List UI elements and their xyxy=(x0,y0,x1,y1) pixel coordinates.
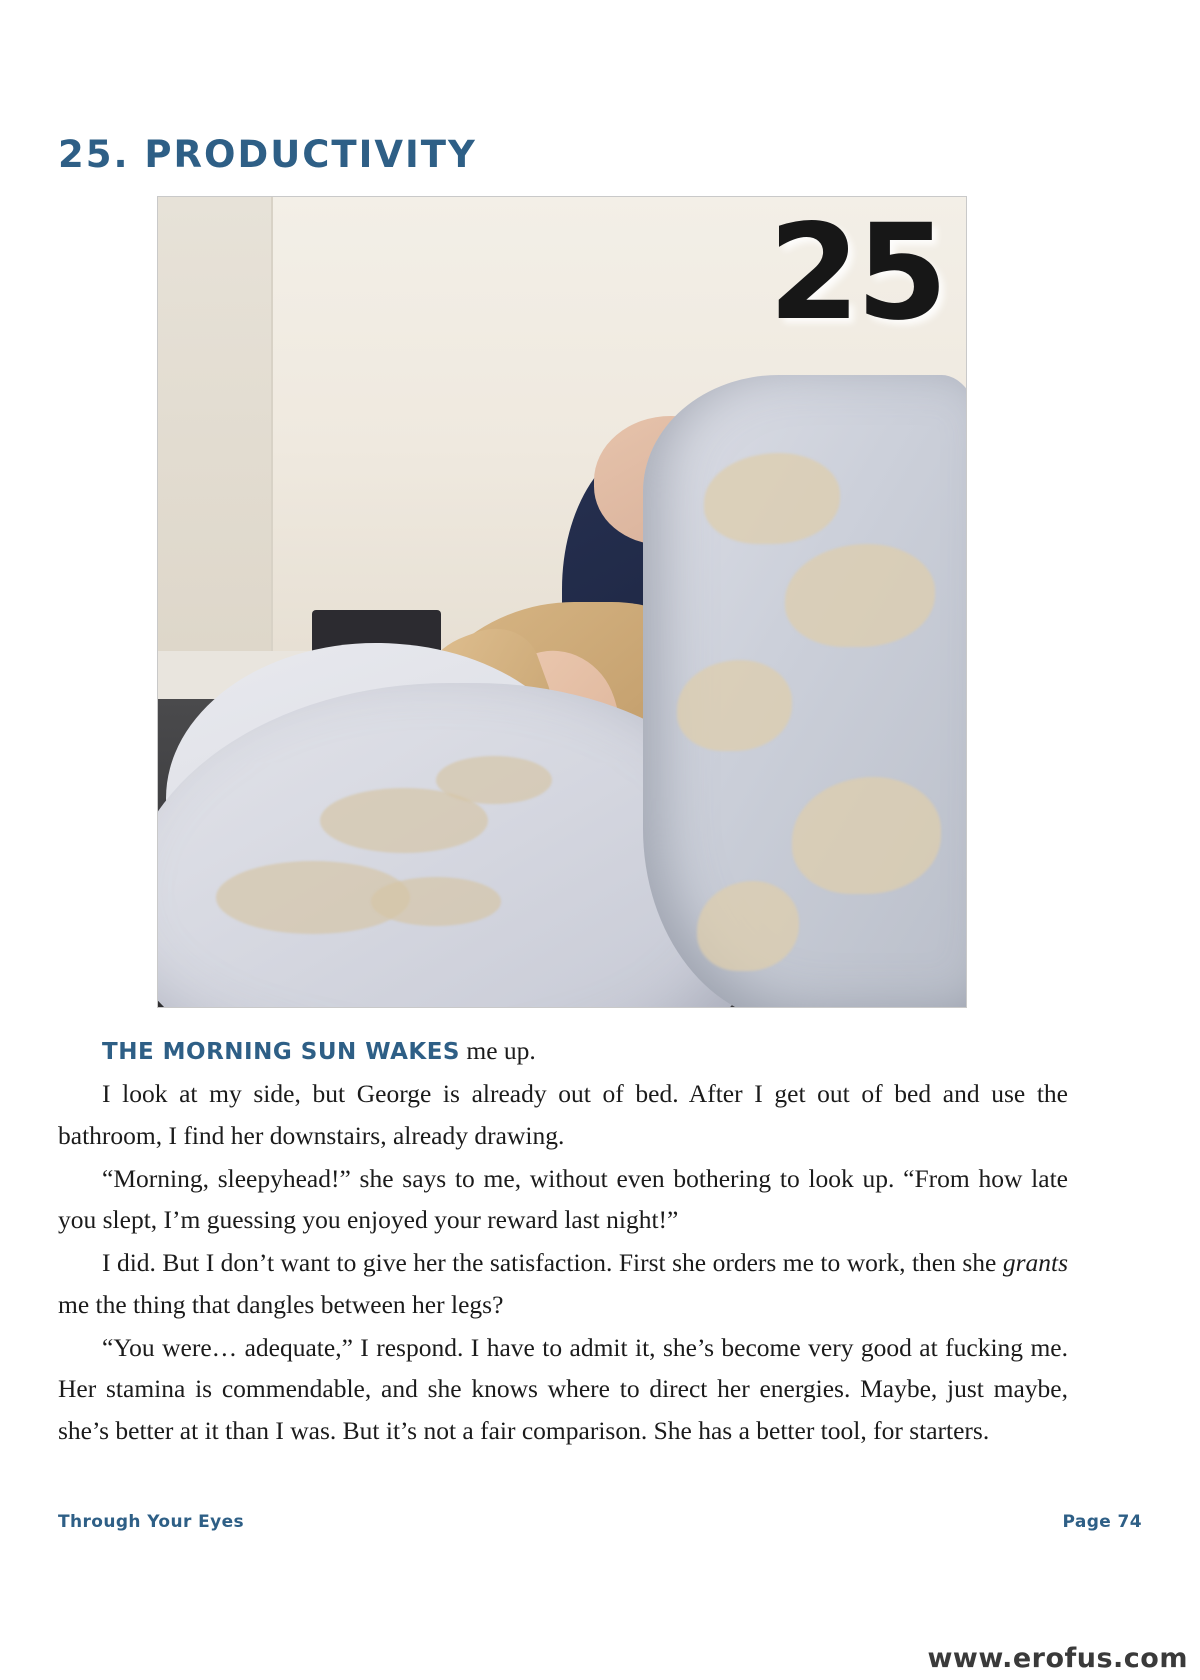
footer-book-title: Through Your Eyes xyxy=(58,1512,245,1532)
illustration-pillow-embroidery xyxy=(371,877,500,926)
paragraph-opening xyxy=(58,1030,1068,1071)
illustration-blanket-embroidery xyxy=(792,777,941,894)
illustration-blanket-embroidery xyxy=(785,544,934,648)
illustration-blanket-embroidery xyxy=(697,881,799,972)
chapter-illustration xyxy=(157,196,967,1008)
page-title: 25. PRODUCTIVITY xyxy=(58,133,477,176)
lead-in-text: THE MORNING SUN WAKES xyxy=(102,1039,460,1065)
footer-page-number: Page 74 xyxy=(1062,1512,1142,1532)
illustration-blanket-embroidery xyxy=(677,660,792,751)
paragraph: I look at my side, but George is already out of bed. After I get out of bed and use the bathroom, I find her downstairs, already drawing. xyxy=(58,1079,1068,1150)
paragraph: “You were… adequate,” I respond. I have to admit it, she’s become very good at fucking me. Her stamina is commendable, and she knows where to direct her energies. Maybe, just maybe, she’s better at it than I was. But it’s not a fair comparison. She has a better tool, for starters. xyxy=(58,1333,1068,1445)
site-watermark: www.erofus.com xyxy=(927,1643,1188,1674)
chapter-number-badge: 25 xyxy=(768,196,944,350)
illustration-pillow-embroidery xyxy=(436,756,552,805)
paragraph-text: me up. xyxy=(459,1036,536,1065)
illustration-blanket-embroidery xyxy=(704,453,840,544)
illustration-wall-panel xyxy=(158,197,273,651)
emphasis-word: grants xyxy=(1002,1248,1068,1278)
body-text xyxy=(58,1030,1068,1453)
paragraph-with-emphasis: I did. But I don’t want to give her the satisfaction. First she orders me to work, then she grants me the thing that dangles between her legs? xyxy=(58,1248,1068,1319)
paragraph: “Morning, sleepyhead!” she says to me, without even bothering to look up. “From how late you slept, I’m guessing you enjoyed your reward last night!” xyxy=(58,1163,1068,1235)
illustration-blanket xyxy=(643,375,967,1008)
